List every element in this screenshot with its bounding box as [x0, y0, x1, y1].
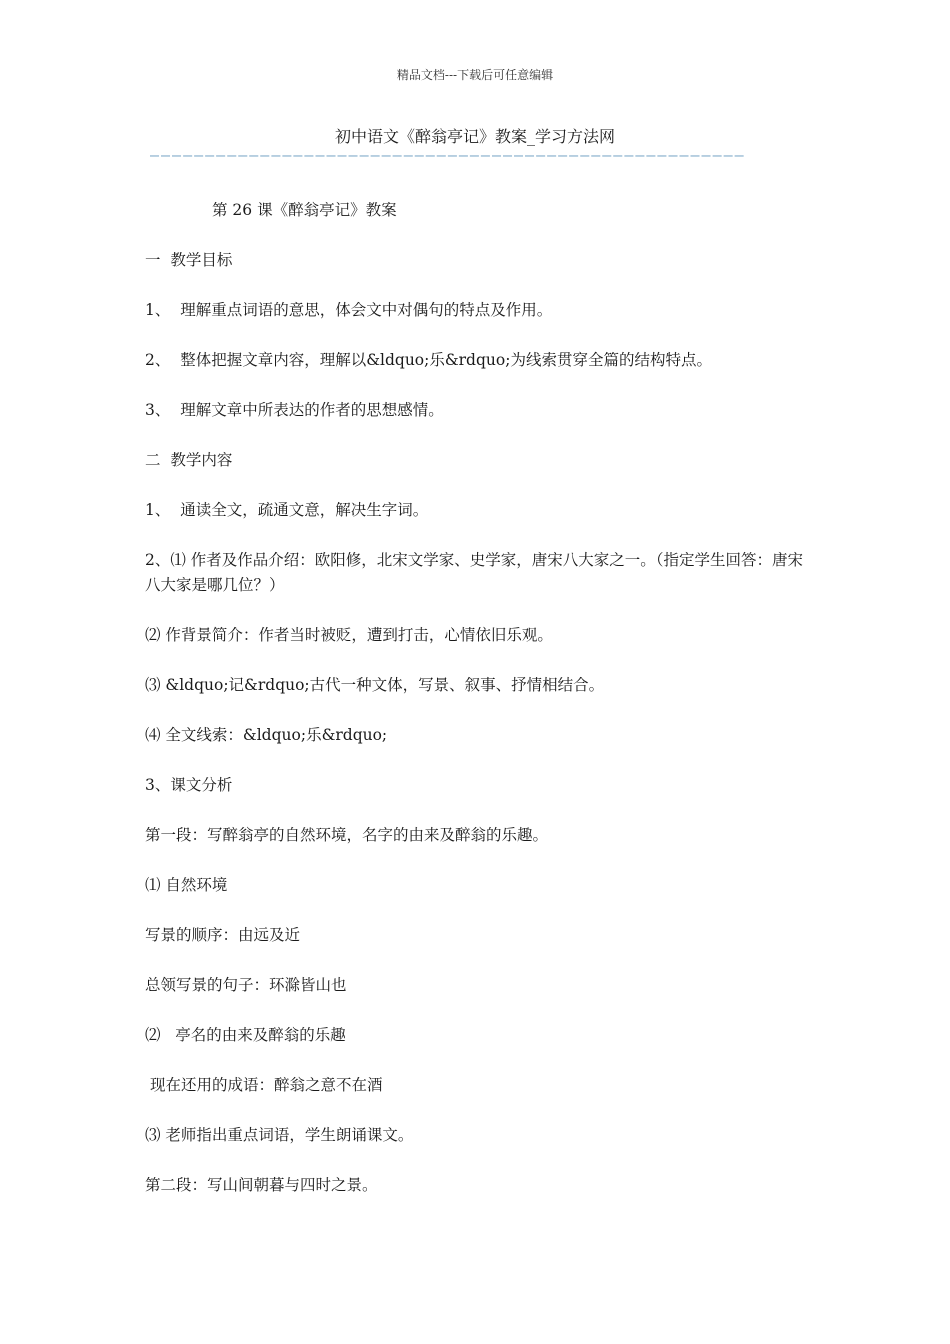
- pavilion-name-origin: ⑵ 亭名的由来及醉翁的乐趣: [145, 1026, 346, 1044]
- text-analysis-heading: 3、课文分析: [145, 776, 233, 794]
- document-title: 初中语文《醉翁亭记》教案_学习方法网: [334, 127, 615, 146]
- natural-environment: ⑴ 自然环境: [145, 876, 228, 894]
- title-divider: ——————————————————————————————————————————————————————: [150, 148, 746, 162]
- teacher-note: ⑶ 老师指出重点词语，学生朗诵课文。: [145, 1126, 414, 1144]
- goal-item-1: 1、 理解重点词语的意思，体会文中对偶句的特点及作用。: [145, 301, 553, 319]
- goal-item-2: 2、 整体把握文章内容，理解以&ldquo;乐&rdquo;为线索贯穿全篇的结构特点。: [145, 351, 712, 369]
- paragraph-one-summary: 第一段：写醉翁亭的自然环境，名字的由来及醉翁的乐趣。: [145, 826, 549, 844]
- content-item-2-author: 2、⑴ 作者及作品介绍：欧阳修，北宋文学家、史学家，唐宋八大家之一。（指定学生回答：唐宋八大家是哪几位？）: [145, 551, 804, 594]
- paragraph-two-summary: 第二段：写山间朝暮与四时之景。: [145, 1176, 378, 1194]
- section-heading-content: 二 教学内容: [145, 451, 233, 469]
- document-body: [145, 198, 810, 1223]
- scenery-order: 写景的顺序：由远及近: [145, 926, 301, 944]
- goal-item-3: 3、 理解文章中所表达的作者的思想感情。: [145, 401, 444, 419]
- content-item-genre: ⑶ &ldquo;记&rdquo;古代一种文体，写景、叙事、抒情相结合。: [145, 676, 605, 694]
- content-item-1: 1、 通读全文，疏通文意，解决生字词。: [145, 501, 429, 519]
- content-item-background: ⑵ 作背景简介：作者当时被贬，遭到打击，心情依旧乐观。: [145, 626, 553, 644]
- content-item-thread: ⑷ 全文线索：&ldquo;乐&rdquo;: [145, 726, 388, 744]
- header-note: 精品文档---下载后可任意编辑: [396, 68, 554, 82]
- lesson-title: 第 26 课《醉翁亭记》教案: [212, 201, 397, 219]
- section-heading-goals: 一 教学目标: [145, 251, 233, 269]
- idiom-note: 现在还用的成语：醉翁之意不在酒: [145, 1076, 383, 1094]
- topic-sentence: 总领写景的句子：环滁皆山也: [145, 976, 347, 994]
